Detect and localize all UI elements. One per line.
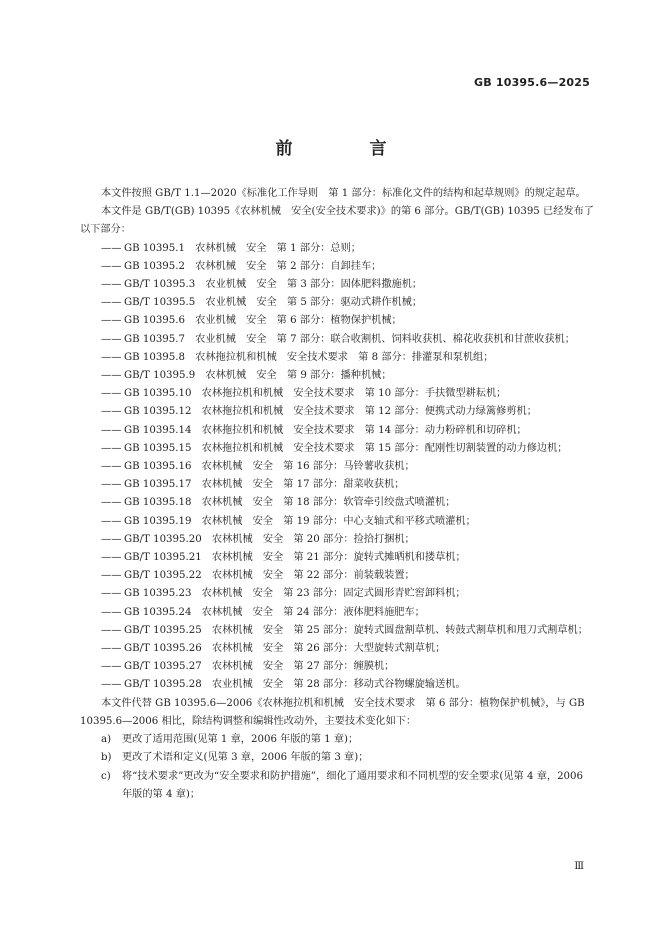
list-dash: —— xyxy=(101,606,122,618)
list-item xyxy=(80,622,596,640)
part-entry-text: GB 10395.18 农林机械 安全 第 18 部分：软管牵引绞盘式喷灌机； xyxy=(124,497,456,509)
part-entry-text: GB/T 10395.22 农林机械 安全 第 22 部分：前装载装置； xyxy=(124,570,415,582)
part-entry-text: GB/T 10395.26 农林机械 安全 第 26 部分：大型旋转式割草机； xyxy=(124,643,446,655)
list-dash: —— xyxy=(101,370,122,382)
list-item xyxy=(80,658,596,676)
part-entry-text: GB 10395.24 农林机械 安全 第 24 部分：液体肥料施肥车； xyxy=(124,606,425,618)
parts-list xyxy=(80,240,596,695)
change-item xyxy=(80,749,596,767)
change-text: 更改了术语和定义(见第 3 章，2006 年版的第 3 章)； xyxy=(122,752,369,764)
list-dash: —— xyxy=(101,497,122,509)
list-dash: —— xyxy=(101,406,122,418)
list-item xyxy=(80,422,596,440)
list-dash: —— xyxy=(101,570,122,582)
change-marker: b) xyxy=(101,752,112,764)
list-dash: —— xyxy=(101,624,122,636)
change-text: 更改了适用范围(见第 1 章，2006 年版的第 1 章)； xyxy=(122,734,359,746)
list-dash: —— xyxy=(101,242,122,254)
list-item xyxy=(80,367,596,385)
list-item xyxy=(80,276,596,294)
change-item xyxy=(80,768,596,804)
part-entry-text: GB/T 10395.9 农林机械 安全 第 9 部分：播种机械； xyxy=(124,370,392,382)
list-item xyxy=(80,513,596,531)
part-entry-text: GB 10395.15 农林拖拉机和机械 安全技术要求 第 15 部分：配刚性切割装置的动力修边机； xyxy=(124,442,568,454)
list-dash: —— xyxy=(101,515,122,527)
part-entry-text: GB 10395.2 农林机械 安全 第 2 部分：自卸挂车； xyxy=(124,260,382,272)
list-item xyxy=(80,567,596,585)
change-text: 将“技术要求”更改为“安全要求和防护措施”，细化了通用要求和不同机型的安全要求(见第 4 章，2006 年版的第 4 章)； xyxy=(122,770,584,800)
list-dash: —— xyxy=(101,461,122,473)
part-entry-text: GB 10395.23 农林机械 安全 第 23 部分：固定式圆形青贮窖卸料机； xyxy=(124,588,466,600)
list-item xyxy=(80,331,596,349)
list-item xyxy=(80,385,596,403)
list-dash: —— xyxy=(101,588,122,600)
part-entry-text: GB 10395.1 农林机械 安全 第 1 部分：总则； xyxy=(124,242,361,254)
part-entry-text: GB 10395.7 农业机械 安全 第 7 部分：联合收割机、饲料收获机、棉花收获机和甘蔗收获机； xyxy=(124,333,575,345)
list-dash: —— xyxy=(101,388,122,400)
list-item xyxy=(80,258,596,276)
change-marker: c) xyxy=(101,770,111,782)
list-dash: —— xyxy=(101,297,122,309)
list-dash: —— xyxy=(101,442,122,454)
list-dash: —— xyxy=(101,315,122,327)
change-marker: a) xyxy=(101,734,112,746)
change-item xyxy=(80,731,596,749)
list-dash: —— xyxy=(101,424,122,436)
page-number: Ⅲ xyxy=(574,861,584,872)
part-entry-text: GB 10395.19 农林机械 安全 第 19 部分：中心支轴式和平移式喷灌机； xyxy=(124,515,476,527)
document-body xyxy=(80,185,596,804)
list-item xyxy=(80,294,596,312)
part-entry-text: GB/T 10395.3 农业机械 安全 第 3 部分：固体肥料撒施机； xyxy=(124,279,423,291)
part-entry-text: GB 10395.17 农林机械 安全 第 17 部分：甜菜收获机； xyxy=(124,479,405,491)
part-entry-text: GB 10395.14 农林拖拉机和机械 安全技术要求 第 14 部分：动力粉碎机和切碎机； xyxy=(124,424,527,436)
part-entry-text: GB/T 10395.5 农业机械 安全 第 5 部分：驱动式耕作机械； xyxy=(124,297,423,309)
changes-list xyxy=(80,731,596,804)
list-item xyxy=(80,403,596,421)
series-intro-paragraph: 本文件是 GB/T(GB) 10395《农林机械 安全(安全技术要求)》的第 6 部分。GB/T(GB) 10395 已经发布了以下部分： xyxy=(80,206,594,236)
list-item xyxy=(80,312,596,330)
list-item xyxy=(80,476,596,494)
list-item xyxy=(80,458,596,476)
list-item xyxy=(80,640,596,658)
list-item xyxy=(80,585,596,603)
list-item xyxy=(80,676,596,694)
part-entry-text: GB 10395.8 农林拖拉机和机械 安全技术要求 第 8 部分：排灌泵和泵机组； xyxy=(124,351,494,363)
list-dash: —— xyxy=(101,351,122,363)
list-dash: —— xyxy=(101,479,122,491)
part-entry-text: GB/T 10395.25 农林机械 安全 第 25 部分：旋转式圆盘割草机、转鼓式割草机和甩刀式割草机； xyxy=(124,624,588,636)
list-dash: —— xyxy=(101,260,122,272)
page-title: 前 言 xyxy=(275,139,417,159)
list-dash: —— xyxy=(101,533,122,545)
list-dash: —— xyxy=(101,333,122,345)
part-entry-text: GB 10395.6 农业机械 安全 第 6 部分：植物保护机械； xyxy=(124,315,402,327)
list-item xyxy=(80,531,596,549)
drafting-rule-paragraph: 本文件按照 GB/T 1.1—2020《标准化工作导则 第 1 部分：标准化文件的结构和起草规则》的规定起草。 xyxy=(101,188,586,199)
replacement-paragraph: 本文件代替 GB 10395.6—2006《农林拖拉机和机械 安全技术要求 第 6 部分：植物保护机械》，与 GB 10395.6—2006 相比，除结构调整和编辑性改动外，主要技术变化如下： xyxy=(80,697,585,727)
part-entry-text: GB 10395.10 农林拖拉机和机械 安全技术要求 第 10 部分：手扶微型耕耘机； xyxy=(124,388,507,400)
list-dash: —— xyxy=(101,279,122,291)
part-entry-text: GB/T 10395.28 农业机械 安全 第 28 部分：移动式谷物螺旋输送机。 xyxy=(124,679,466,691)
list-item xyxy=(80,549,596,567)
list-item xyxy=(80,240,596,258)
part-entry-text: GB 10395.12 农林拖拉机和机械 安全技术要求 第 12 部分：便携式动力绿篱修剪机； xyxy=(124,406,537,418)
standard-code-header: GB 10395.6—2025 xyxy=(474,76,590,89)
part-entry-text: GB/T 10395.20 农林机械 安全 第 20 部分：捡拾打捆机； xyxy=(124,533,415,545)
list-dash: —— xyxy=(101,643,122,655)
list-item xyxy=(80,494,596,512)
list-dash: —— xyxy=(101,679,122,691)
list-dash: —— xyxy=(101,661,122,673)
list-item xyxy=(80,440,596,458)
list-item xyxy=(80,604,596,622)
list-dash: —— xyxy=(101,552,122,564)
part-entry-text: GB/T 10395.27 农林机械 安全 第 27 部分：缠膜机； xyxy=(124,661,395,673)
list-item xyxy=(80,349,596,367)
part-entry-text: GB 10395.16 农林机械 安全 第 16 部分：马铃薯收获机； xyxy=(124,461,415,473)
part-entry-text: GB/T 10395.21 农林机械 安全 第 21 部分：旋转式摊晒机和搂草机； xyxy=(124,552,466,564)
